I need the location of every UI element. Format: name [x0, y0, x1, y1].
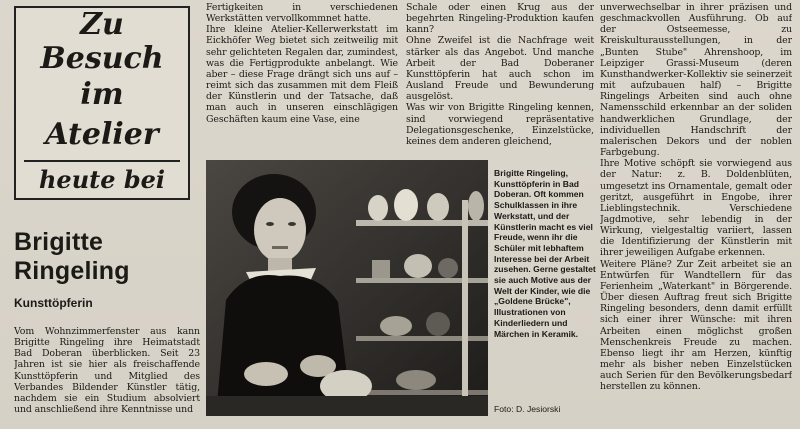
masthead-line: Besuch [40, 41, 164, 76]
article-column-2: Fertigkeiten in verschiedenen Werkstätten vervollkommnet hatte. Ihre kleine Atelier-Kellerwerkstatt im Eickhöfer Weg bietet sich zeitweilig mit sehr gelichteten Regalen dar, zumindest, was die Fertigprodukte anbelangt. Wie aber – diese Frage drängt sich uns auf – reimt sich das zusammen mit dem Fleiß der Künstlerin und der Tatsache, daß man auch in unseren einschlägigen Geschäften kaum eine Vase, eine [206, 2, 398, 125]
masthead-line: Atelier [45, 117, 159, 152]
photo-credit: Foto: D. Jesiorski [494, 404, 561, 414]
masthead-divider [24, 160, 180, 162]
headline-subtitle: Kunsttöpferin [14, 296, 93, 310]
article-column-4: unverwechselbar in ihrer präzisen und geschmackvollen Ausführung. Ob auf der Ostseemesse, zu Kreiskulturausstellungen, in der „Bunten Stube" Ahrenshoop, im Leipziger Grassi-Museum (deren Kunsthandwerker-Kollektiv sie seinerzeit mit aufzubauen half) – Brigitte Ringelings Arbeiten sind auch ohne Namensschild erkennbar an der soliden handwerklichen Grundlage, der individuellen Handschrift der malerischen Dekors und der noblen Farbgebung. Ihre Motive schöpft sie vorwiegend aus der Natur: z. B. Doldenblüten, umgesetzt ins Ornamentale, gemalt oder geritzt, ausgeführt in Engobe, ihrer Lieblingstechnik. Verschiedene Jagdmotive, sehr lebendig in der Wirkung, vielgestaltig variiert, lassen die Identifizierung der Künstlerin mit ihrer jeweiligen Aufgabe erkennen. Weitere Pläne? Zur Zeit arbeitet sie an Entwürfen für Wandtellern für das Ferienheim „Waterkant" in Börgerende. Über diesen Auftrag freut sich Brigitte Ringeling besonders, denn damit erfüllt sich einer ihrer Wünsche: mit ihren Arbeiten einen möglichst großen Menschenkreis Freude zu machen. Ebenso liegt ihr am Herzen, künftig mehr als bisher neben Einzelstücken auch Serien für den Bevölkerungsbedarf herstellen zu können. [600, 2, 792, 393]
masthead-line: heute bei [38, 165, 166, 194]
article-column-1: Vom Wohnzimmerfenster aus kann Brigitte Ringeling ihre Heimatstadt Bad Doberan überblicken. Seit 23 Jahren ist sie hier als freischaffende Kunsttöpferin und Mitglied des Verbandes Bildender Künstler tätig, nachdem sie ein Studium absolviert und anschließend ihre Kenntnisse und [14, 326, 200, 416]
masthead-line: Zu [80, 7, 124, 42]
portrait-photo [206, 160, 488, 416]
headline-last-name: Ringeling [14, 257, 130, 285]
headline-first-name: Brigitte [14, 228, 104, 256]
photo-caption: Brigitte Ringeling, Kunsttöpferin in Bad Doberan. Oft kommen Schulklassen in ihre Werkstatt, und der Künstlerin macht es viel Freude, wenn ihr die Schüler mit lebhaftem Interesse bei der Arbeit zusehen. Gerne gestaltet sie auch Motive aus der Welt der Kinder, wie die „Goldene Brücke", Illustrationen von Kinderliedern und Märchen in Keramik. [494, 168, 596, 339]
portrait-photo-image [206, 160, 488, 416]
article-column-3: Schale oder einen Krug aus der begehrten Ringeling-Produktion kaufen kann? Ohne Zweifel ist die Nachfrage weit stärker als das Angebot. Und manche Arbeit der Bad Doberaner Kunsttöpferin hat auch schon im Ausland Freude und Bewunderung ausgelöst. Was wir von Brigitte Ringeling kennen, sind vorwiegend repräsentative Delegationsgeschenke, Einzelstücke, keines dem anderen gleichend, [406, 2, 594, 147]
masthead-line: im [80, 77, 124, 112]
column-masthead [14, 6, 190, 200]
